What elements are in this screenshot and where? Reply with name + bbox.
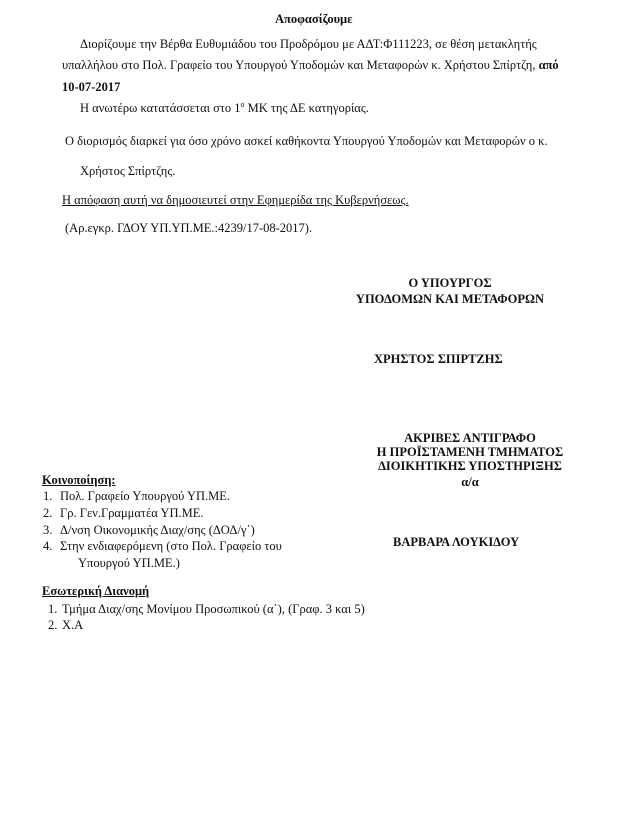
list-item bbox=[43, 506, 204, 521]
decision-start-word: από bbox=[535, 58, 559, 72]
classification-superscript: ο bbox=[240, 99, 245, 109]
classification-paragraph bbox=[80, 101, 369, 116]
decision-paragraph-line bbox=[62, 58, 559, 73]
internal-distribution-title: Εσωτερική Διανομή bbox=[42, 584, 150, 598]
copy-signatory-name: ΒΑΡΒΑΡΑ ΛΟΥΚΙΔΟΥ bbox=[393, 535, 520, 549]
decision-paragraph-line: Διορίζουμε την Βέρθα Ευθυμιάδου του Προδρόμου με ΑΔΤ:Φ111223, σε θέση μετακλητής bbox=[80, 37, 537, 51]
list-item-text: Στην ενδιαφερόμενη (στο Πολ. Γραφείο του bbox=[60, 539, 282, 553]
signatory-title: Ο ΥΠΟΥΡΓΟΣ bbox=[408, 276, 492, 290]
duration-paragraph-line: Ο διορισμός διαρκεί για όσο χρόνο ασκεί καθήκοντα Υπουργού Υποδομών και Μεταφορών ο κ. bbox=[65, 134, 548, 148]
copy-stamp-aa: α/α bbox=[461, 475, 479, 489]
list-item-text: Χ.Α bbox=[62, 618, 84, 632]
list-item-number: 1. bbox=[43, 489, 53, 503]
duration-paragraph-line: Χρήστος Σπίρτζης. bbox=[80, 164, 176, 178]
decision-start-date: 10-07-2017 bbox=[62, 80, 121, 94]
list-item-number: 2. bbox=[43, 506, 53, 520]
decision-paragraph-text: υπαλλήλου στο Πολ. Γραφείο του Υπουργού Υποδομών και Μεταφορών κ. Χρήστου Σπίρτζη, bbox=[62, 58, 536, 72]
list-item-text: Δ/νση Οικονομικής Διαχ/σης (ΔΟΔ/γ΄) bbox=[60, 523, 255, 537]
decision-heading: Αποφασίζουμε bbox=[275, 12, 353, 26]
list-item bbox=[48, 602, 365, 617]
approval-reference: (Αρ.εγκρ. ΓΔΟΥ ΥΠ.ΥΠ.ΜΕ.:4239/17-08-2017). bbox=[65, 221, 313, 235]
publication-instruction: Η απόφαση αυτή να δημοσιευτεί στην Εφημερίδα της Κυβερνήσεως. bbox=[62, 193, 409, 207]
list-item-number: 3. bbox=[43, 523, 53, 537]
list-item-text: Τμήμα Διαχ/σης Μονίμου Προσωπικού (α΄), (Γραφ. 3 και 5) bbox=[62, 602, 365, 616]
signatory-name: ΧΡΗΣΤΟΣ ΣΠΙΡΤΖΗΣ bbox=[374, 352, 503, 366]
signatory-ministry: ΥΠΟΔΟΜΩΝ ΚΑΙ ΜΕΤΑΦΟΡΩΝ bbox=[355, 292, 545, 306]
list-item-text: Γρ. Γεν.Γραμματέα ΥΠ.ΜΕ. bbox=[60, 506, 204, 520]
list-item-text: Πολ. Γραφείο Υπουργού ΥΠ.ΜΕ. bbox=[60, 489, 231, 503]
list-item bbox=[48, 618, 84, 633]
classification-text: Η ανωτέρω κατατάσσεται στο 1 bbox=[80, 101, 241, 115]
list-item-continuation: Υπουργού ΥΠ.ΜΕ.) bbox=[78, 556, 180, 570]
classification-text-end: ΜΚ της ΔΕ κατηγορίας. bbox=[244, 101, 369, 115]
notification-title: Κοινοποίηση: bbox=[42, 473, 116, 487]
list-item-number: 4. bbox=[43, 539, 53, 553]
list-item bbox=[43, 539, 282, 554]
copy-stamp-title: ΑΚΡΙΒΕΣ ΑΝΤΙΓΡΑΦΟ bbox=[404, 431, 536, 445]
list-item bbox=[43, 489, 231, 504]
list-item bbox=[43, 523, 255, 538]
copy-stamp-department: ΔΙΟΙΚΗΤΙΚΗΣ ΥΠΟΣΤΗΡΙΞΗΣ bbox=[378, 459, 562, 473]
list-item-number: 2. bbox=[48, 618, 58, 632]
list-item-number: 1. bbox=[48, 602, 58, 616]
copy-stamp-role: Η ΠΡΟΪΣΤΑΜΕΝΗ ΤΜΗΜΑΤΟΣ bbox=[376, 445, 564, 459]
